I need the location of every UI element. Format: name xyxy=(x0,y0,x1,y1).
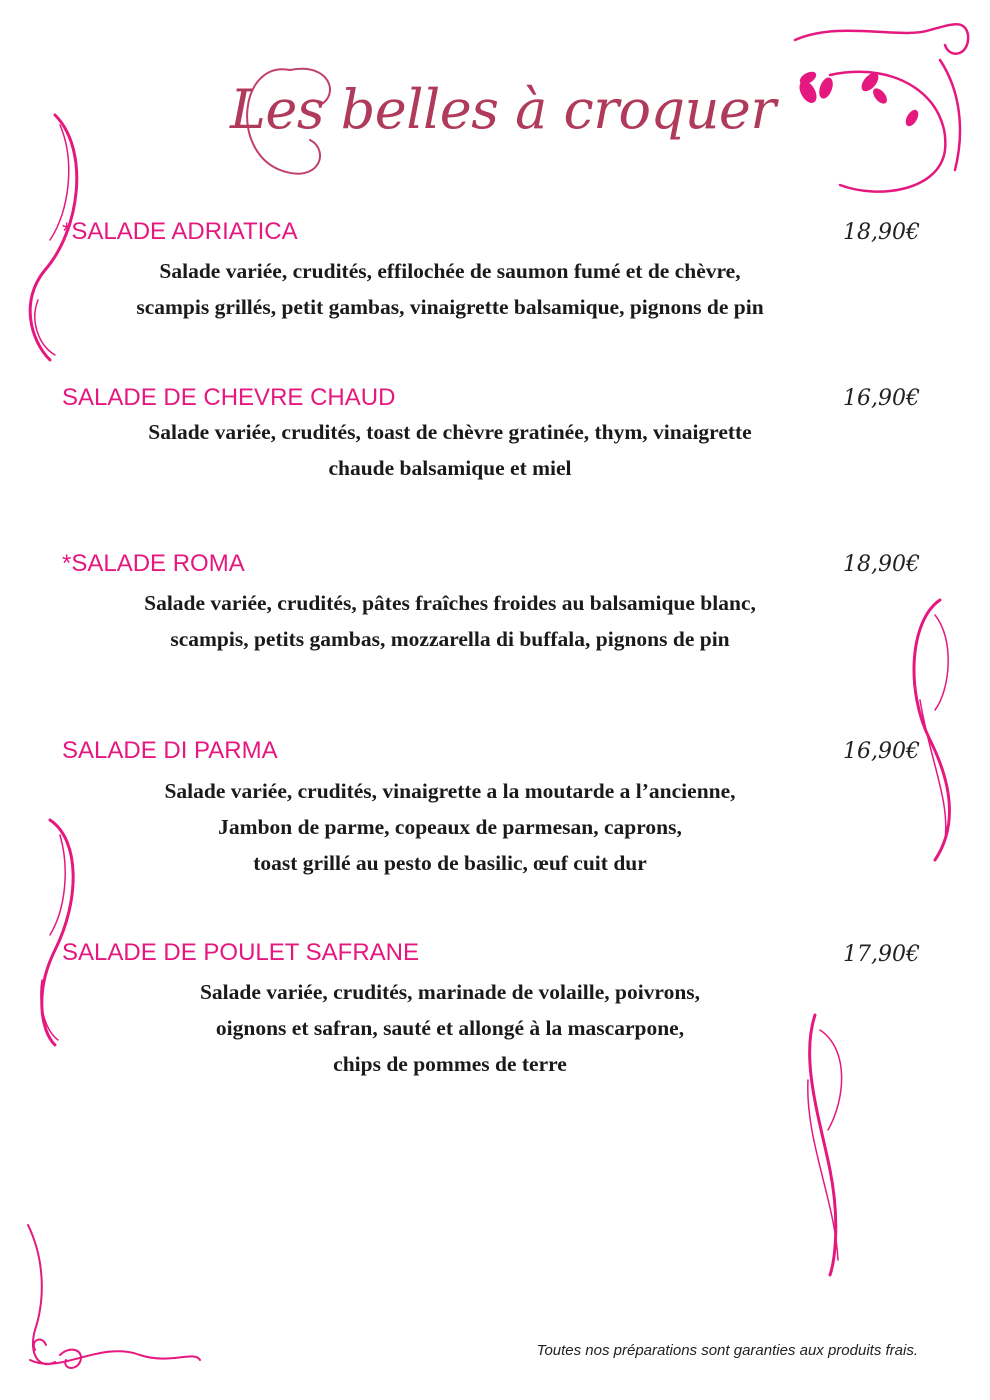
corner-swirl-bottom-left-icon xyxy=(28,1225,200,1368)
menu-title: Les belles à croquer xyxy=(230,78,776,141)
menu-item-name: *SALADE ROMA xyxy=(62,550,245,577)
flourish-right-mid-icon xyxy=(914,600,949,860)
description-line: Salade variée, crudités, pâtes fraîches froides au balsamique blanc, xyxy=(144,591,756,615)
corner-swirl-top-right-icon xyxy=(795,24,968,191)
footer-note: Toutes nos préparations sont garanties aux produits frais. xyxy=(536,1342,918,1359)
description-line: scampis grillés, petit gambas, vinaigrette balsamique, pignons de pin xyxy=(136,295,764,319)
menu-item-description xyxy=(40,585,860,657)
description-line: Salade variée, crudités, vinaigrette a la moutarde a l’ancienne, xyxy=(164,779,736,803)
menu-item-description xyxy=(40,773,860,881)
menu-item-name: SALADE DE CHEVRE CHAUD xyxy=(62,384,396,411)
menu-item-price: 16,90€ xyxy=(843,739,920,764)
description-line: Salade variée, crudités, marinade de volaille, poivrons, xyxy=(199,980,701,1004)
description-line: Jambon de parme, copeaux de parmesan, caprons, xyxy=(218,815,682,839)
menu-item-price: 18,90€ xyxy=(843,220,920,245)
description-line: chips de pommes de terre xyxy=(333,1052,567,1076)
menu-item-description xyxy=(40,974,860,1082)
menu-item-price: 16,90€ xyxy=(843,386,920,411)
leaf-sprig-icon xyxy=(796,69,921,128)
description-line: oignons et safran, sauté et allongé à la mascarpone, xyxy=(215,1016,685,1040)
menu-item-price: 18,90€ xyxy=(843,552,920,577)
menu-item-description xyxy=(40,414,860,486)
description-line: scampis, petits gambas, mozzarella di buffala, pignons de pin xyxy=(170,627,730,651)
menu-item-description xyxy=(40,253,860,325)
description-line: Salade variée, crudités, toast de chèvre gratinée, thym, vinaigrette xyxy=(148,420,752,444)
menu-item-name: SALADE DI PARMA xyxy=(62,737,278,764)
menu-item-name: SALADE DE POULET SAFRANE xyxy=(62,939,419,966)
menu-item-price: 17,90€ xyxy=(843,942,920,967)
description-line: toast grillé au pesto de basilic, œuf cuit dur xyxy=(253,851,647,875)
description-line: chaude balsamique et miel xyxy=(328,456,572,480)
menu-item-name: *SALADE ADRIATICA xyxy=(62,218,298,245)
description-line: Salade variée, crudités, effilochée de saumon fumé et de chèvre, xyxy=(159,259,741,283)
